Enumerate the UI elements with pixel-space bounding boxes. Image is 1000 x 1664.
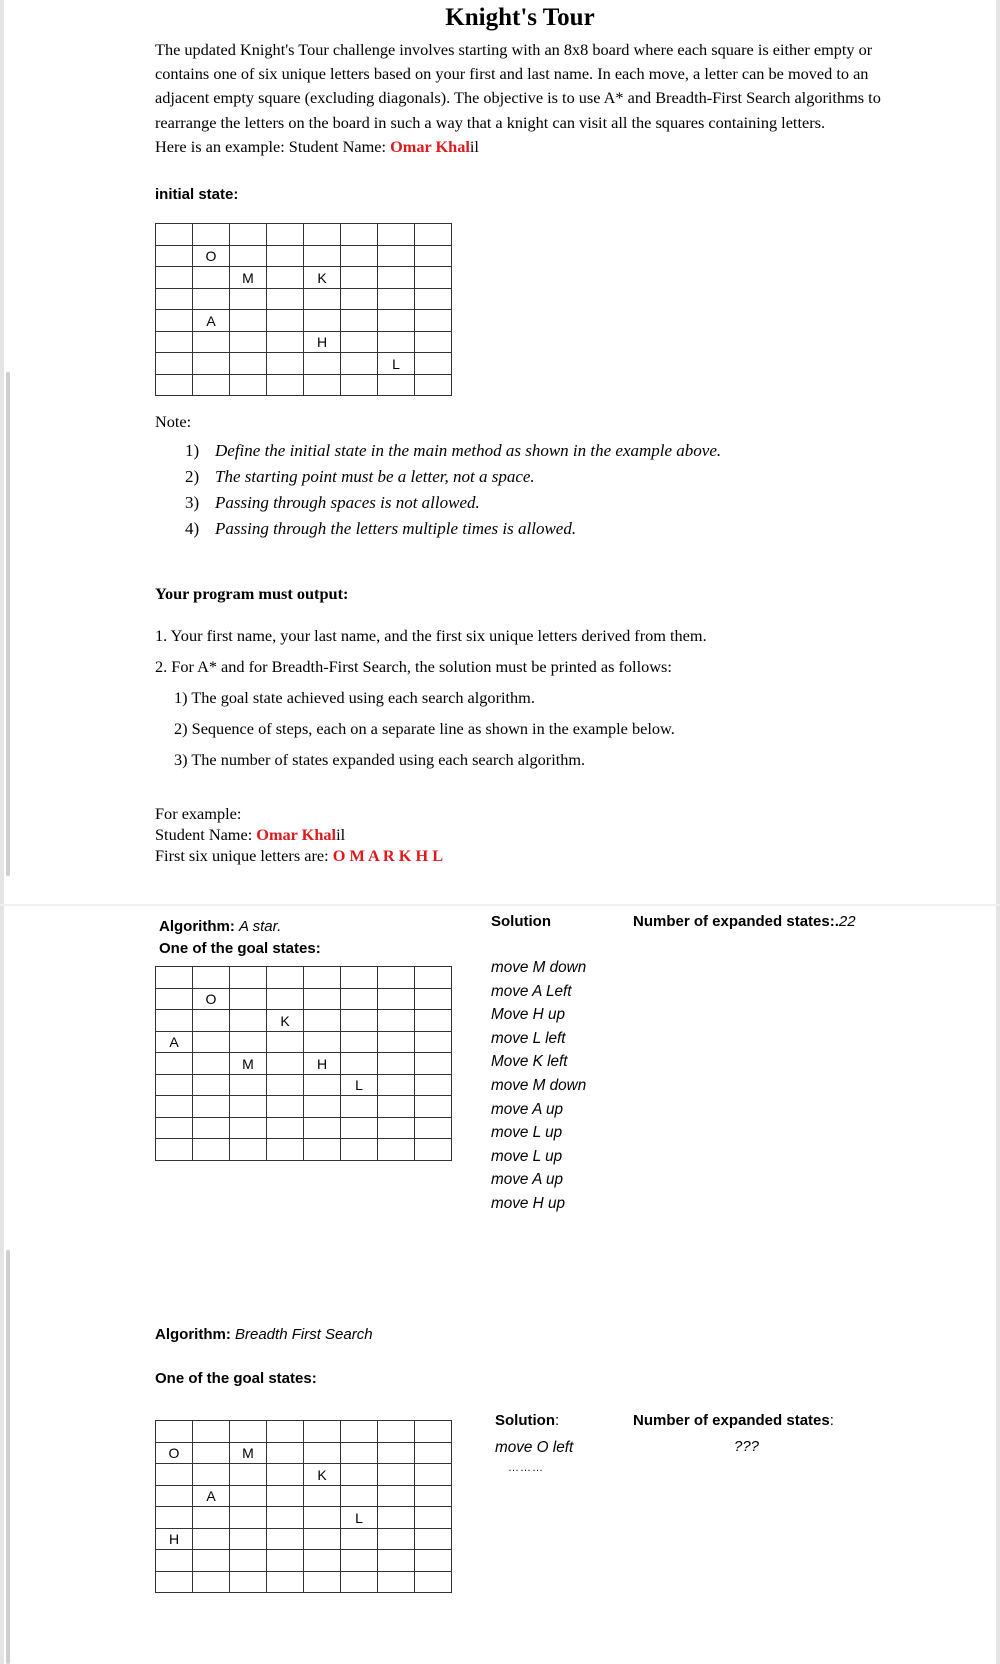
board-cell <box>267 1572 304 1593</box>
board-cell <box>156 989 193 1010</box>
board-cell <box>304 246 341 267</box>
board-cell <box>230 1075 267 1096</box>
solution-step: move L up <box>491 1147 563 1165</box>
board-cell <box>193 967 230 989</box>
board-cell <box>341 289 378 310</box>
board-cell <box>156 375 193 396</box>
board-cell <box>341 1464 378 1486</box>
board-cell: O <box>193 989 230 1010</box>
board-row <box>156 1118 452 1139</box>
board-cell <box>304 1139 341 1161</box>
board-cell <box>230 332 267 353</box>
board-cell <box>341 1032 378 1053</box>
board-cell <box>415 1529 452 1550</box>
board-cell <box>193 1572 230 1593</box>
board-row <box>156 989 452 1010</box>
board-cell <box>304 989 341 1010</box>
board-cell <box>304 289 341 310</box>
unique-letters-line: First six unique letters are: O M A R K H L <box>155 846 444 865</box>
board-cell <box>304 1075 341 1096</box>
board-cell <box>156 1139 193 1161</box>
intro-text: The updated Knight's Tour challenge involves starting with an 8x8 board where each square is either empty or contains one of six unique letters based on your first and last name. In each move, a letter can be moved to an adjacent empty square (excluding diagonals). The objective is to use A* and Breadth-First Search algorithms to rearrange the letters on the board in such a way that a knight can visit all the squares containing letters. <box>155 40 881 132</box>
board-cell <box>378 1096 415 1118</box>
student-name-line: Student Name: Omar Khalil <box>155 825 346 844</box>
board-cell <box>415 1421 452 1443</box>
board-cell <box>378 1464 415 1486</box>
board-cell <box>156 1096 193 1118</box>
board-cell <box>156 1421 193 1443</box>
board-cell: O <box>156 1443 193 1464</box>
board-cell <box>156 1053 193 1075</box>
board-cell <box>341 1550 378 1572</box>
board-cell <box>304 1529 341 1550</box>
board-cell <box>304 1550 341 1572</box>
solution-step: move A Left <box>491 982 572 1000</box>
board-cell <box>378 967 415 989</box>
board-cell <box>378 1550 415 1572</box>
board-cell <box>230 246 267 267</box>
board-cell <box>341 332 378 353</box>
board-cell <box>415 1464 452 1486</box>
board-row <box>156 1464 452 1486</box>
board-cell <box>193 375 230 396</box>
board-cell <box>267 353 304 375</box>
board-cell: K <box>304 1464 341 1486</box>
board-row <box>156 1075 452 1096</box>
board-cell <box>267 1421 304 1443</box>
board-cell <box>415 289 452 310</box>
scroll-indicator-top[interactable] <box>6 372 10 876</box>
solution-step: move L left <box>491 1029 566 1047</box>
note-label: Note: <box>155 412 192 431</box>
board-cell <box>415 1010 452 1032</box>
board-row <box>156 1486 452 1507</box>
board-cell <box>415 332 452 353</box>
solution-step: Move K left <box>491 1053 568 1071</box>
bfs-expanded-value: ??? <box>734 1438 760 1455</box>
board-cell <box>341 1529 378 1550</box>
board-row <box>156 224 452 246</box>
board-cell <box>193 1010 230 1032</box>
board-cell <box>341 353 378 375</box>
bfs-goal-label: One of the goal states: <box>155 1370 317 1387</box>
board-cell <box>341 310 378 332</box>
output-subitem: 2) Sequence of steps, each on a separate line as shown in the example below. <box>174 719 675 738</box>
board-cell <box>415 1486 452 1507</box>
board-row <box>156 1572 452 1593</box>
board-cell <box>230 1096 267 1118</box>
board-cell <box>378 289 415 310</box>
page-break <box>0 904 1000 906</box>
board-cell: M <box>230 1053 267 1075</box>
board-cell <box>341 267 378 289</box>
note-item: 2) The starting point must be a letter, not a space. <box>185 467 535 486</box>
board-cell <box>156 1550 193 1572</box>
board-cell: M <box>230 1443 267 1464</box>
board-cell <box>304 353 341 375</box>
board-cell <box>267 246 304 267</box>
board-row <box>156 310 452 332</box>
board-cell <box>378 1572 415 1593</box>
board-cell <box>230 1529 267 1550</box>
notes-list <box>185 438 721 542</box>
board-cell: H <box>156 1529 193 1550</box>
page-edge-left <box>0 0 4 1664</box>
board-cell <box>378 310 415 332</box>
board-cell <box>193 1529 230 1550</box>
board-cell <box>267 1096 304 1118</box>
board-cell <box>267 1053 304 1075</box>
page-title: Knight's Tour <box>445 4 595 31</box>
board-cell: A <box>193 1486 230 1507</box>
example-label: Here is an example: Student Name: <box>155 136 391 156</box>
board-cell <box>156 1464 193 1486</box>
board-cell <box>415 989 452 1010</box>
board-cell <box>156 1118 193 1139</box>
astar-steps-list <box>491 956 586 1216</box>
board-cell <box>378 1421 415 1443</box>
board-cell: M <box>230 267 267 289</box>
board-cell <box>378 989 415 1010</box>
board-cell <box>304 1010 341 1032</box>
bfs-solution-label: Solution: <box>495 1412 560 1429</box>
board-cell <box>230 224 267 246</box>
board-cell <box>193 224 230 246</box>
board-cell <box>156 1572 193 1593</box>
board-cell <box>378 224 415 246</box>
solution-step: move M down <box>491 959 587 976</box>
board-cell <box>193 1096 230 1118</box>
board-cell <box>267 1075 304 1096</box>
board-cell <box>267 332 304 353</box>
board-cell <box>230 1139 267 1161</box>
board-row <box>156 246 452 267</box>
intro-paragraph <box>155 38 895 159</box>
solution-step: Move H up <box>491 1006 565 1024</box>
board-cell <box>230 1010 267 1032</box>
note-item: 3) Passing through spaces is not allowed. <box>185 493 480 512</box>
board-cell <box>304 1486 341 1507</box>
board-cell <box>230 353 267 375</box>
board-cell <box>415 1053 452 1075</box>
board-cell <box>230 1507 267 1529</box>
board-cell <box>267 375 304 396</box>
board-cell <box>341 1139 378 1161</box>
board-cell <box>415 1572 452 1593</box>
astar-goal-board <box>155 966 452 1161</box>
board-cell <box>230 1486 267 1507</box>
board-cell <box>304 375 341 396</box>
board-cell <box>341 1443 378 1464</box>
board-cell <box>267 1118 304 1139</box>
note-item: 1) Define the initial state in the main method as shown in the example above. <box>185 441 722 460</box>
board-cell <box>193 1032 230 1053</box>
board-cell <box>378 1010 415 1032</box>
board-cell <box>378 1118 415 1139</box>
board-cell <box>193 1421 230 1443</box>
board-cell <box>156 246 193 267</box>
board-cell <box>267 989 304 1010</box>
board-cell <box>415 1032 452 1053</box>
bfs-algorithm-label: Algorithm: Breadth First Search <box>155 1326 373 1343</box>
board-cell <box>193 267 230 289</box>
board-cell <box>378 1139 415 1161</box>
board-cell <box>230 1118 267 1139</box>
board-cell <box>193 332 230 353</box>
board-cell <box>267 1139 304 1161</box>
board-cell <box>378 1075 415 1096</box>
initial-state-board <box>155 223 452 396</box>
board-cell <box>378 1486 415 1507</box>
board-cell <box>193 1464 230 1486</box>
board-row <box>156 1507 452 1529</box>
board-row <box>156 1443 452 1464</box>
board-cell <box>378 1443 415 1464</box>
board-cell <box>378 332 415 353</box>
board-cell <box>230 375 267 396</box>
board-cell <box>341 1572 378 1593</box>
board-cell <box>378 1529 415 1550</box>
board-cell <box>378 1053 415 1075</box>
board-cell <box>378 375 415 396</box>
note-item: 4) Passing through the letters multiple times is allowed. <box>185 519 577 538</box>
board-cell <box>341 1096 378 1118</box>
board-cell <box>267 267 304 289</box>
astar-expanded-label: Number of expanded states:.22 <box>633 913 856 930</box>
board-cell <box>378 1032 415 1053</box>
board-cell <box>415 1118 452 1139</box>
board-row <box>156 289 452 310</box>
board-row <box>156 267 452 289</box>
solution-step: move A up <box>491 1100 563 1118</box>
board-cell <box>230 1550 267 1572</box>
board-cell <box>341 1053 378 1075</box>
solution-step: move A up <box>491 1171 563 1189</box>
board-cell: O <box>193 246 230 267</box>
board-cell <box>230 967 267 989</box>
solution-step: move M down <box>491 1076 587 1094</box>
output-item-2: 2. For A* and for Breadth-First Search, the solution must be printed as follows: <box>155 657 672 676</box>
board-cell <box>267 1529 304 1550</box>
board-cell <box>156 267 193 289</box>
board-cell <box>156 332 193 353</box>
board-cell <box>193 1550 230 1572</box>
board-cell <box>230 1572 267 1593</box>
board-cell <box>415 375 452 396</box>
board-row <box>156 332 452 353</box>
board-cell <box>341 1118 378 1139</box>
astar-algorithm-label: Algorithm: A star. <box>159 918 282 935</box>
board-row <box>156 1053 452 1075</box>
board-cell <box>304 1421 341 1443</box>
board-cell <box>304 1507 341 1529</box>
output-item-1: 1. Your first name, your last name, and the first six unique letters derived from them. <box>155 626 707 645</box>
board-cell <box>341 1010 378 1032</box>
board-cell <box>193 1075 230 1096</box>
board-cell <box>304 1096 341 1118</box>
board-cell <box>156 1507 193 1529</box>
scroll-indicator-bottom[interactable] <box>6 1250 10 1664</box>
board-cell <box>415 353 452 375</box>
board-cell <box>193 1053 230 1075</box>
board-cell <box>341 967 378 989</box>
board-cell <box>304 967 341 989</box>
board-cell <box>230 310 267 332</box>
board-cell <box>304 1572 341 1593</box>
board-cell <box>156 1486 193 1507</box>
board-row <box>156 1032 452 1053</box>
solution-step: move L up <box>491 1124 563 1142</box>
board-row <box>156 375 452 396</box>
for-example-label: For example: <box>155 804 242 823</box>
board-row <box>156 1550 452 1572</box>
board-row <box>156 1096 452 1118</box>
board-cell <box>415 246 452 267</box>
output-heading: Your program must output: <box>155 584 349 603</box>
board-cell <box>415 1075 452 1096</box>
board-cell <box>193 1118 230 1139</box>
board-cell <box>230 289 267 310</box>
board-row <box>156 1421 452 1443</box>
astar-goal-label: One of the goal states: <box>159 940 321 957</box>
board-cell <box>304 1032 341 1053</box>
board-cell <box>156 289 193 310</box>
board-cell <box>267 967 304 989</box>
board-cell <box>378 246 415 267</box>
board-cell <box>156 353 193 375</box>
board-row <box>156 1529 452 1550</box>
board-cell <box>341 224 378 246</box>
board-cell <box>378 1507 415 1529</box>
board-cell: L <box>341 1507 378 1529</box>
board-cell <box>378 267 415 289</box>
student-name-highlight: Omar Khal <box>390 136 470 156</box>
board-cell <box>341 375 378 396</box>
board-row <box>156 967 452 989</box>
board-cell: A <box>156 1032 193 1053</box>
board-cell <box>267 1550 304 1572</box>
board-cell <box>267 1486 304 1507</box>
board-cell <box>193 1139 230 1161</box>
astar-solution-label: Solution <box>491 913 551 930</box>
board-cell <box>193 289 230 310</box>
board-cell <box>341 989 378 1010</box>
board-cell <box>415 1096 452 1118</box>
board-cell <box>193 1507 230 1529</box>
board-row <box>156 353 452 375</box>
board-cell <box>341 1486 378 1507</box>
board-cell <box>304 310 341 332</box>
bfs-first-step: move O left <box>495 1439 574 1456</box>
board-cell: L <box>341 1075 378 1096</box>
board-cell <box>193 353 230 375</box>
board-row <box>156 1139 452 1161</box>
board-row <box>156 1010 452 1032</box>
output-subitem: 3) The number of states expanded using each search algorithm. <box>174 750 586 769</box>
page-edge-right <box>996 0 1000 1664</box>
board-cell <box>341 1421 378 1443</box>
board-cell <box>156 1075 193 1096</box>
bfs-ellipsis: ……… <box>508 1462 544 1474</box>
board-cell <box>156 967 193 989</box>
board-cell <box>267 1443 304 1464</box>
example-block <box>155 803 443 866</box>
board-cell <box>267 1032 304 1053</box>
board-cell <box>415 224 452 246</box>
board-cell <box>415 1507 452 1529</box>
bfs-expanded-label: Number of expanded states: <box>633 1412 834 1429</box>
solution-step: move H up <box>491 1194 565 1212</box>
board-cell <box>230 1421 267 1443</box>
board-cell <box>267 1464 304 1486</box>
board-cell <box>267 224 304 246</box>
board-cell <box>415 1139 452 1161</box>
initial-state-label: initial state: <box>155 186 239 203</box>
board-cell <box>156 224 193 246</box>
board-cell <box>304 1118 341 1139</box>
board-cell: K <box>267 1010 304 1032</box>
board-cell <box>304 224 341 246</box>
board-cell <box>415 1443 452 1464</box>
board-cell <box>304 1443 341 1464</box>
board-cell <box>230 1464 267 1486</box>
board-cell <box>415 967 452 989</box>
board-cell <box>415 310 452 332</box>
board-cell: H <box>304 1053 341 1075</box>
board-cell <box>230 1032 267 1053</box>
board-cell <box>415 1550 452 1572</box>
board-cell <box>415 267 452 289</box>
board-cell <box>267 289 304 310</box>
board-cell: K <box>304 267 341 289</box>
board-cell <box>267 310 304 332</box>
output-subitem: 1) The goal state achieved using each search algorithm. <box>174 688 535 707</box>
board-cell <box>230 989 267 1010</box>
board-cell <box>341 246 378 267</box>
student-name-rest: il <box>469 136 479 156</box>
board-cell: L <box>378 353 415 375</box>
board-cell <box>193 1443 230 1464</box>
board-cell: A <box>193 310 230 332</box>
board-cell <box>156 310 193 332</box>
board-cell <box>267 1507 304 1529</box>
board-cell: H <box>304 332 341 353</box>
board-cell <box>156 1010 193 1032</box>
bfs-goal-board <box>155 1420 452 1593</box>
